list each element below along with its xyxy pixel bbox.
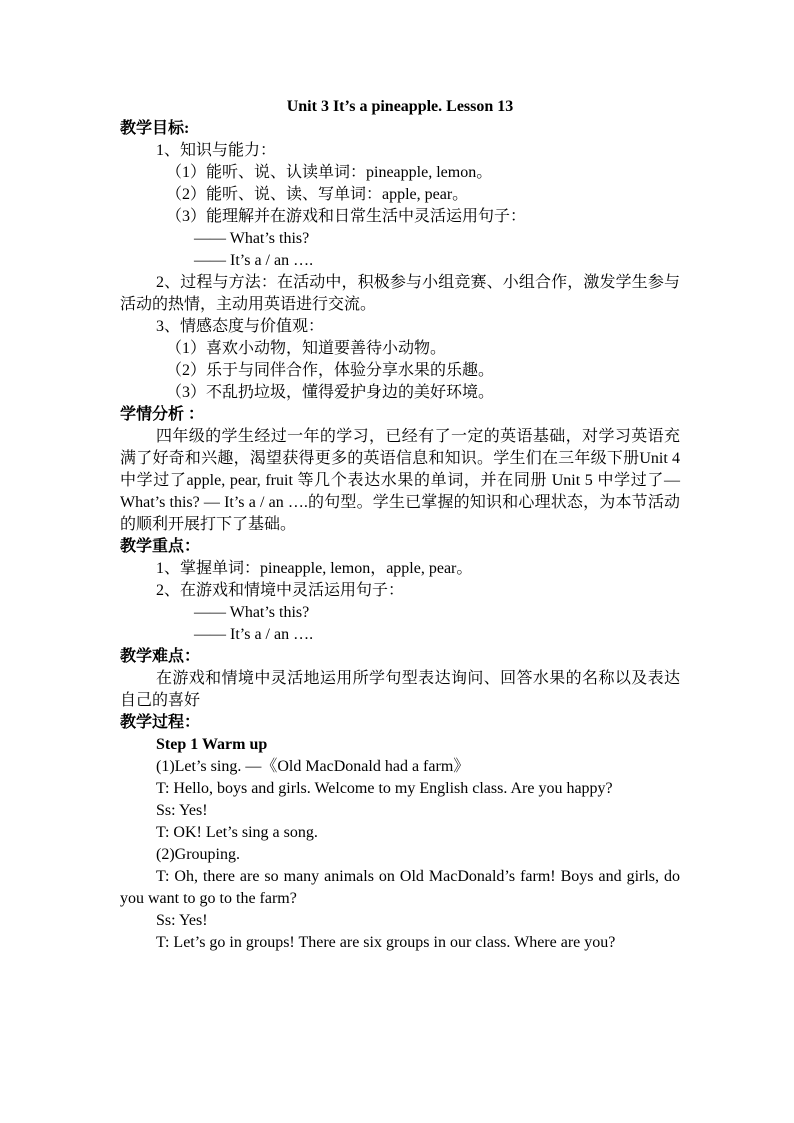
knowledge-item-3: （3）能理解并在游戏和日常生活中灵活运用句子： [166, 208, 527, 225]
step1-heading: Step 1 Warm up [156, 736, 268, 753]
difficulties-paragraph: 在游戏和情境中灵活地运用所学句型表达询问、回答水果的名称以及表达自己的喜好 [120, 670, 680, 709]
key-point-1: 1、掌握单词：pineapple, lemon，apple, pear。 [156, 560, 473, 577]
knowledge-label: 1、知识与能力： [156, 142, 277, 159]
procedure-line-4: T: OK! Let’s sing a song. [156, 824, 318, 841]
knowledge-item-2: （2）能听、说、读、写单词：apple, pear。 [166, 186, 469, 203]
objectives-heading: 教学目标: [120, 120, 190, 137]
key-point-2: 2、在游戏和情境中灵活运用句子： [156, 582, 405, 599]
emotion-item-1: （1）喜欢小动物，知道要善待小动物。 [166, 340, 447, 357]
process-paragraph: 2、过程与方法：在活动中，积极参与小组竞赛、小组合作，激发学生参与活动的热情，主动用英语进行交流。 [120, 274, 680, 313]
procedure-line-2: T: Hello, boys and girls. Welcome to my English class. Are you happy? [156, 780, 613, 797]
analysis-paragraph: 四年级的学生经过一年的学习，已经有了一定的英语基础，对学习英语充满了好奇和兴趣，渴望获得更多的英语信息和知识。学生们在三年级下册Unit 4 中学过了apple, pear, fruit 等几个表达水果的单词，并在同册 Unit 5 中学过了— What’s this? — It’s a / an ….的句型。学生已掌握的知识和心理状态，为本节活动的顺利开展打下了基础。 [120, 428, 680, 533]
procedure-paragraph-2: T: Let’s go in groups! There are six groups in our class. Where are you? [156, 934, 616, 951]
analysis-heading: 学情分析 ： [120, 406, 205, 423]
knowledge-sentence-2: —— It’s a / an …. [194, 252, 314, 269]
procedure-heading: 教学过程： [120, 714, 201, 731]
document-page [120, 96, 680, 954]
emotion-item-3: （3）不乱扔垃圾，懂得爱护身边的美好环境。 [166, 384, 495, 401]
procedure-line-1: (1)Let’s sing. —《Old MacDonald had a farm》 [156, 758, 470, 775]
procedure-line-5: (2)Grouping. [156, 846, 240, 863]
emotion-item-2: （2）乐于与同伴合作，体验分享水果的乐趣。 [166, 362, 495, 379]
document-title: Unit 3 It’s a pineapple. Lesson 13 [286, 98, 514, 115]
key-point-sentence-1: —— What’s this? [194, 604, 310, 621]
knowledge-sentence-1: —— What’s this? [194, 230, 310, 247]
procedure-paragraph-1: T: Oh, there are so many animals on Old MacDonald’s farm! Boys and girls, do you want to go to the farm? [120, 868, 680, 907]
key-points-heading: 教学重点： [120, 538, 201, 555]
difficulties-heading: 教学难点： [120, 648, 201, 665]
key-point-sentence-2: —— It’s a / an …. [194, 626, 314, 643]
knowledge-item-1: （1）能听、说、认读单词：pineapple, lemon。 [166, 164, 493, 181]
procedure-line-yes: Ss: Yes! [156, 912, 208, 929]
procedure-line-3: Ss: Yes! [156, 802, 208, 819]
emotion-label: 3、情感态度与价值观： [156, 318, 325, 335]
